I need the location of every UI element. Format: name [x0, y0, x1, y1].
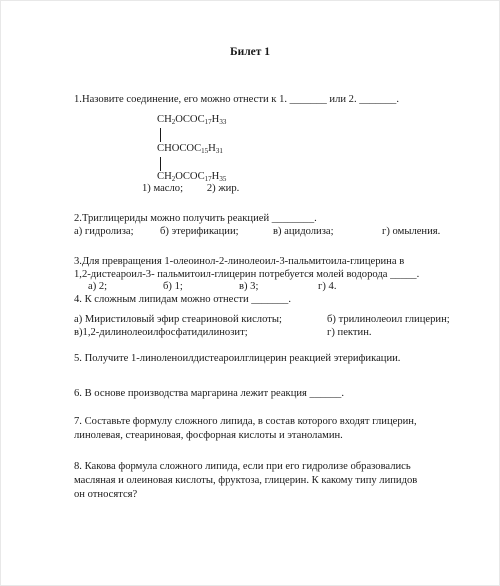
q2-option-d: г) омыления. [382, 226, 441, 237]
formula-row-1: $CH_2OCOC_{17}H_{33}$ [157, 114, 227, 126]
bond-line-1 [160, 128, 161, 142]
q3-option-a: а) 2; [88, 281, 108, 292]
q3-option-d: г) 4. [318, 281, 337, 292]
q4-option-b: б) трилинолеоил глицерин; [327, 314, 450, 325]
q2-option-c: в) ацидолиза; [273, 226, 334, 237]
question-4: 4. К сложным липидам можно отнести _______. [74, 294, 291, 305]
q2-option-a: а) гидролиза; [74, 226, 134, 237]
question-5: 5. Получите 1-линоленоилдистеароилглицерин реакцией этерификации. [74, 353, 401, 364]
question-7-line-2: линолевая, стеариновая, фосфорная кислоты и этаноламин. [74, 430, 343, 441]
question-7-line-1: 7. Составьте формулу сложного липида, в состав которого входят глицерин, [74, 416, 417, 427]
bond-line-2 [160, 157, 161, 171]
question-1: 1.Назовите соединение, его можно отнести к 1. _______ или 2. _______. [74, 94, 400, 105]
question-1-options: 1) масло; 2) жир. [142, 183, 240, 194]
question-3-line-2: 1,2-дистеароил-3- пальмитоил-глицерин потребуется молей водорода _____. [74, 269, 420, 280]
formula-row-3: $CH_2OCOC_{17}H_{35}$ [157, 171, 227, 183]
question-8-line-3: он относятся? [74, 489, 138, 500]
q4-option-c: в)1,2-дилинолеоилфосфатидилинозит; [74, 327, 248, 338]
q3-option-b: б) 1; [163, 281, 183, 292]
question-8-line-1: 8. Какова формула сложного липида, если при его гидролизе образовались [74, 461, 411, 472]
q4-option-a: а) Миристиловый эфир стеариновой кислоты; [74, 314, 282, 325]
question-8-line-2: масляная и олеиновая кислоты, фруктоза, глицерин. К какому типу липидов [74, 475, 418, 486]
q4-option-d: г) пектин. [327, 327, 372, 338]
question-6: 6. В основе производства маргарина лежит реакция ______. [74, 388, 344, 399]
q2-option-b: б) этерификации; [160, 226, 239, 237]
question-2: 2.Триглицериды можно получить реакцией ________. [74, 213, 317, 224]
ticket-title: Билет 1 [229, 46, 271, 58]
formula-row-2: $CHOCOC_{15}H_{31}$ [157, 143, 223, 155]
question-3-line-1: 3.Для превращения 1-олеоинол-2-линолеоил-3-пальмитоила-глицерина в [74, 256, 405, 267]
q3-option-c: в) 3; [239, 281, 259, 292]
